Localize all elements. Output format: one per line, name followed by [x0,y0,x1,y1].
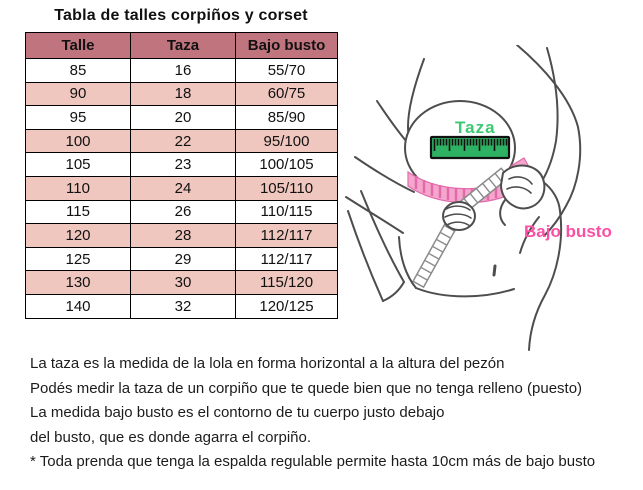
table-cell: 18 [131,82,236,106]
table-cell: 120/125 [236,294,338,318]
table-row [26,294,338,318]
taza-label: Taza [455,118,496,137]
notes [30,352,630,475]
size-table [25,32,338,319]
table-cell: 26 [131,200,236,224]
table-row [26,153,338,177]
table-row [26,271,338,295]
table-cell: 29 [131,247,236,271]
note-line: Podés medir la taza de un corpiño que te quede bien que no tenga relleno (puesto) [30,379,583,397]
table-cell: 110/115 [236,200,338,224]
table-cell: 24 [131,176,236,200]
measurement-diagram [343,45,643,360]
belly-outline [399,237,514,296]
page-title: Tabla de talles corpiños y corset [54,7,308,24]
navel-dot [494,266,495,275]
table-cell: 100/105 [236,153,338,177]
col-header-talle: Talle [26,33,131,59]
table-row [26,82,338,106]
left-hand-fist [443,202,475,230]
table-cell: 115 [26,200,131,224]
table-cell: 95 [26,106,131,130]
table-row [26,129,338,153]
table-cell: 112/117 [236,224,338,248]
table-cell: 28 [131,224,236,248]
size-table-body [26,59,338,319]
table-cell: 55/70 [236,59,338,83]
table-cell: 20 [131,106,236,130]
table-row [26,106,338,130]
table-cell: 60/75 [236,82,338,106]
table-cell: 90 [26,82,131,106]
col-header-bajo-busto: Bajo busto [236,33,338,59]
table-cell: 23 [131,153,236,177]
table-row [26,59,338,83]
note-line: del busto, que es donde agarra el corpiño. [30,428,312,446]
table-header-row [26,33,338,59]
table-cell: 16 [131,59,236,83]
note-line: La medida bajo busto es el contorno de tu cuerpo justo debajo [30,404,445,422]
note-line: La taza es la medida de la lola en forma horizontal a la altura del pezón [30,355,505,372]
table-cell: 95/100 [236,129,338,153]
right-hand [500,166,544,225]
table-cell: 105/110 [236,176,338,200]
table-cell: 112/117 [236,247,338,271]
table-row [26,224,338,248]
table-row [26,247,338,271]
ruler-icon [431,137,509,158]
table-cell: 30 [131,271,236,295]
table-cell: 85/90 [236,106,338,130]
table-cell: 140 [26,294,131,318]
table-cell: 110 [26,176,131,200]
table-cell: 22 [131,129,236,153]
table-cell: 130 [26,271,131,295]
note-line: * Toda prenda que tenga la espalda regulable permite hasta 10cm más de bajo busto [30,453,596,471]
bajo-busto-label: Bajo busto [524,222,612,241]
table-cell: 120 [26,224,131,248]
table-cell: 125 [26,247,131,271]
table-cell: 85 [26,59,131,83]
table-row [26,176,338,200]
table-cell: 32 [131,294,236,318]
table-row [26,200,338,224]
table-cell: 115/120 [236,271,338,295]
col-header-taza: Taza [131,33,236,59]
table-cell: 100 [26,129,131,153]
table-cell: 105 [26,153,131,177]
